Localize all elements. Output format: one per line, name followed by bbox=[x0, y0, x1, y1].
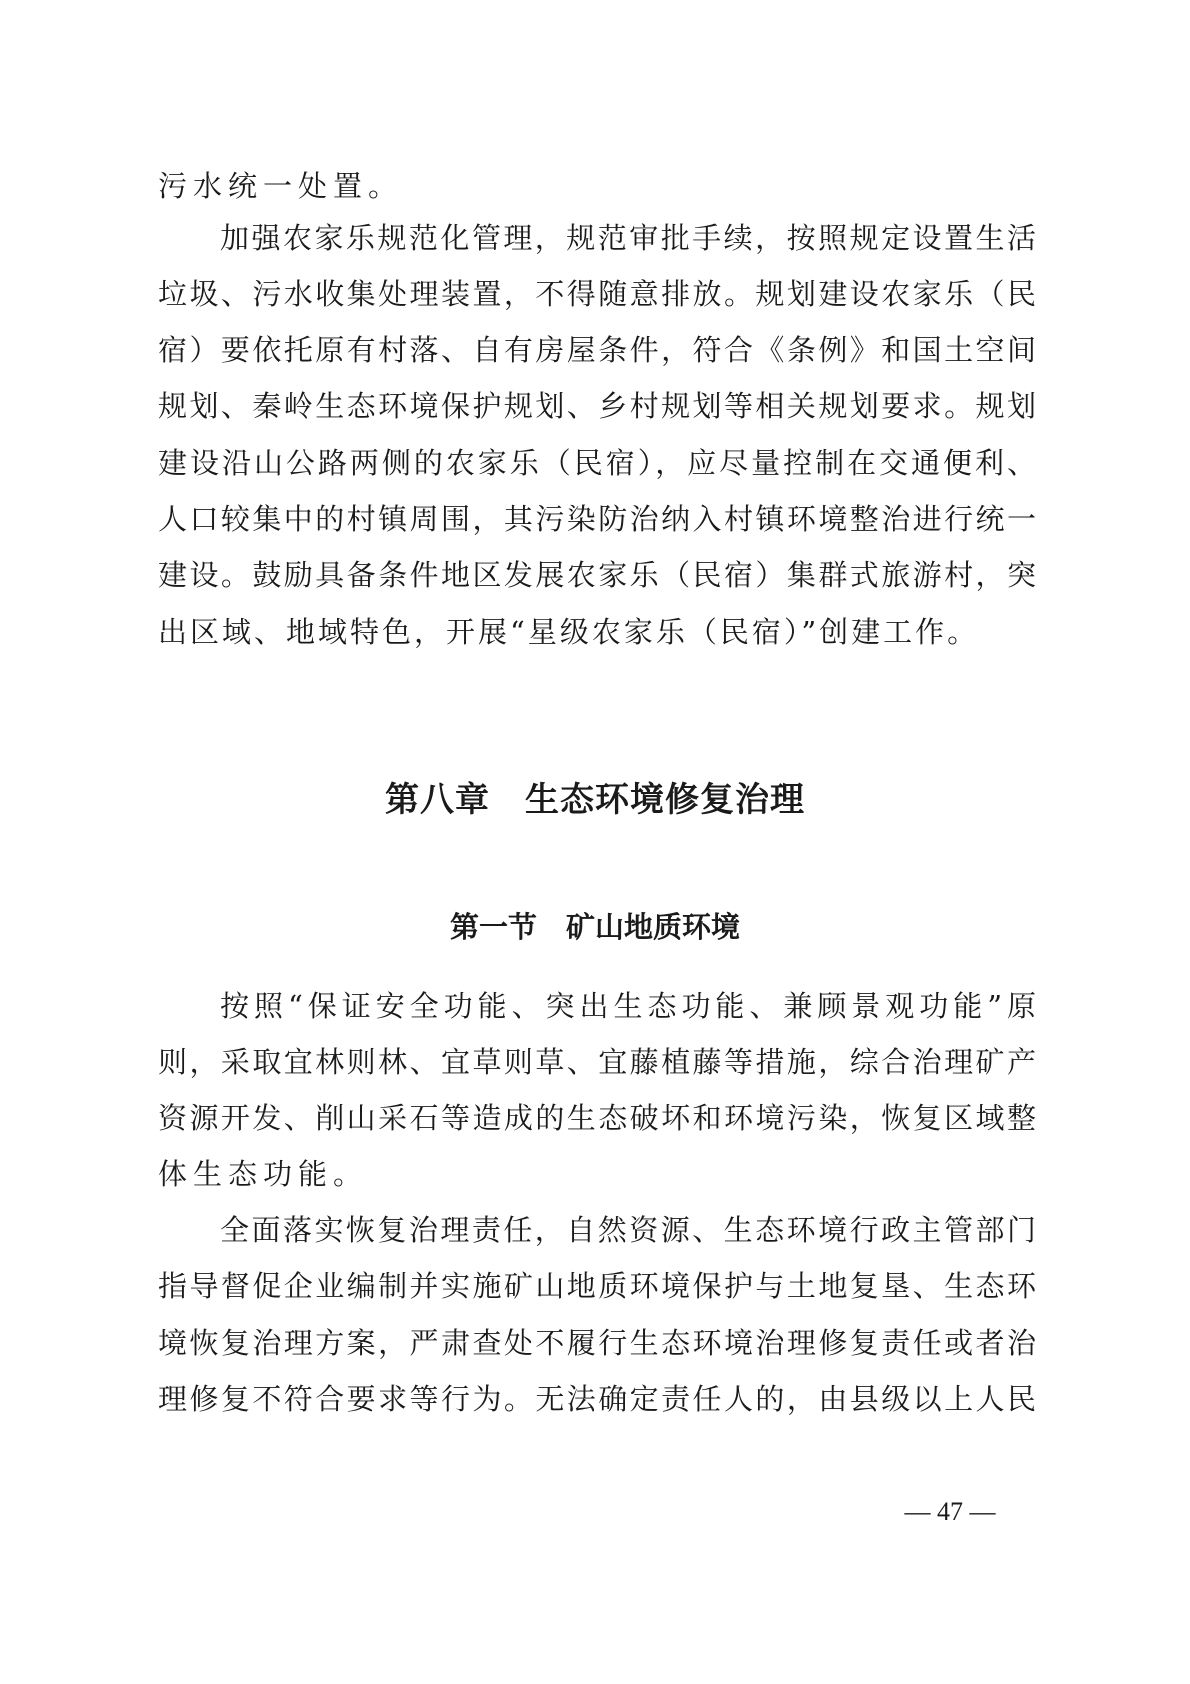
body-line: 按照“保证安全功能、突出生态功能、兼顾景观功能”原 bbox=[220, 989, 1038, 1023]
body-line: 建设沿山公路两侧的农家乐（民宿），应尽量控制在交通便利、 bbox=[158, 446, 1038, 480]
body-line: 全面落实恢复治理责任，自然资源、生态环境行政主管部门 bbox=[220, 1213, 1038, 1247]
body-line: 体生态功能。 bbox=[158, 1157, 369, 1191]
body-line: 建设。鼓励具备条件地区发展农家乐（民宿）集群式旅游村，突 bbox=[158, 558, 1038, 592]
section-title: 第一节 矿山地质环境 bbox=[449, 910, 740, 944]
body-line: 垃圾、污水收集处理装置，不得随意排放。规划建设农家乐（民 bbox=[158, 277, 1038, 311]
body-line: 境恢复治理方案，严肃查处不履行生态环境治理修复责任或者治 bbox=[158, 1326, 1038, 1360]
body-line: 规划、秦岭生态环境保护规划、乡村规划等相关规划要求。规划 bbox=[158, 389, 1038, 423]
body-line: 加强农家乐规范化管理，规范审批手续，按照规定设置生活 bbox=[220, 221, 1038, 255]
body-line: 资源开发、削山采石等造成的生态破坏和环境污染，恢复区域整 bbox=[158, 1101, 1038, 1135]
body-line: 指导督促企业编制并实施矿山地质环境保护与土地复垦、生态环 bbox=[158, 1269, 1038, 1303]
body-line: 污水统一处置。 bbox=[158, 169, 404, 203]
page-number: — 47 — bbox=[904, 1497, 996, 1526]
body-line: 则，采取宜林则林、宜草则草、宜藤植藤等措施，综合治理矿产 bbox=[158, 1045, 1038, 1079]
body-line: 理修复不符合要求等行为。无法确定责任人的，由县级以上人民 bbox=[158, 1382, 1038, 1416]
body-line: 出区域、地域特色，开展“星级农家乐（民宿）”创建工作。 bbox=[158, 615, 980, 649]
chapter-title: 第八章 生态环境修复治理 bbox=[385, 780, 805, 820]
body-line: 宿）要依托原有村落、自有房屋条件，符合《条例》和国土空间 bbox=[158, 333, 1038, 367]
body-line: 人口较集中的村镇周围，其污染防治纳入村镇环境整治进行统一 bbox=[158, 502, 1038, 536]
